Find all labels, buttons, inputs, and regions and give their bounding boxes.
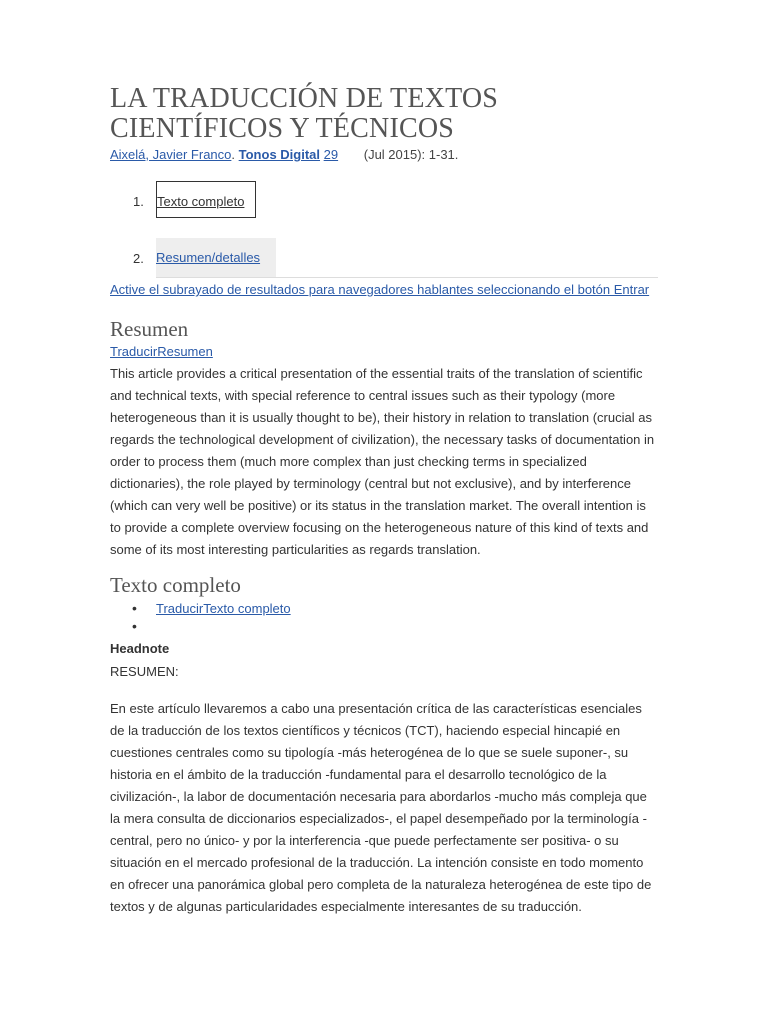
abstract-heading: Resumen: [110, 317, 189, 341]
tabs-divider: [156, 277, 658, 278]
resumen-label: RESUMEN:: [110, 664, 179, 679]
tab-number: 2.: [133, 251, 144, 266]
citation-date-pages: (Jul 2015): 1-31.: [363, 147, 459, 162]
enable-highlight-link[interactable]: Active el subrayado de resultados para navegadores hablantes seleccionando el botón Entrar: [110, 282, 650, 297]
citation-separator: .: [231, 147, 236, 162]
bullet-icon: •: [132, 600, 137, 616]
issue-link[interactable]: 29: [323, 147, 339, 162]
full-text-body: En este artículo llevaremos a cabo una presentación crítica de las características esenciales de la traducción de los textos científicos y técnicos (TCT), haciendo especial hincapié en cuestiones centrales como su tipología -más heterogénea de lo que se suele suponer-, su historia en el ámbito de la traducción -fundamental para el desarrollo tecnológico de la civilización-, la labor de documentación necesaria para abordarlos -mucho más compleja que la mera consulta de diccionarios especializados-, el papel desempeñado por la terminología -central, pero no único- y por la interferencia -que puede perfectamente ser positiva- o su situación en el mercado profesional de la traducción. La intención consiste en todo momento en ofrecer una panorámica global pero completa de la naturaleza heterogénea de este tipo de textos y de algunas particularidades especialmente interesantes de su traducción.: [110, 701, 652, 914]
author-link[interactable]: Aixelá, Javier Franco: [110, 147, 232, 162]
abstract-text: This article provides a critical presentation of the essential traits of the translation of scientific and technical texts, with special reference to central issues such as their typology (more heterogeneous than it is usually thought to be), their history in relation to translation (crucial as regards the technological development of civilization), the necessary tasks of documentation in order to process them (much more complex than just checking terms in specialized dictionaries), the role played by terminology (central but not exclusive), and by interference (which can very well be positive) or its status in the translation market. The overall intention is to provide a complete overview focusing on the heterogeneous nature of this kind of texts and some of its most interesting particularities as regards translation.: [110, 366, 655, 557]
tab-number: 1.: [133, 194, 144, 209]
tab-full-text-box[interactable]: [156, 181, 256, 218]
bullet-icon: •: [132, 618, 137, 634]
headnote-label: Headnote: [110, 641, 170, 656]
translate-full-text-link[interactable]: TraducirTexto completo: [156, 601, 291, 616]
tab-abstract-details-box[interactable]: [156, 238, 276, 278]
translate-abstract-link[interactable]: TraducirResumen: [110, 344, 213, 359]
article-title: LA TRADUCCIÓN DE TEXTOS CIENTÍFICOS Y TÉCNICOS: [110, 83, 499, 144]
full-text-heading: Texto completo: [110, 573, 241, 597]
tab-full-text-label[interactable]: Texto completo: [157, 194, 245, 209]
tab-abstract-details[interactable]: [110, 238, 310, 278]
journal-link[interactable]: Tonos Digital: [238, 147, 321, 162]
tab-abstract-details-label[interactable]: Resumen/detalles: [156, 250, 261, 265]
tab-full-text[interactable]: [110, 181, 310, 221]
citation: [110, 147, 670, 162]
